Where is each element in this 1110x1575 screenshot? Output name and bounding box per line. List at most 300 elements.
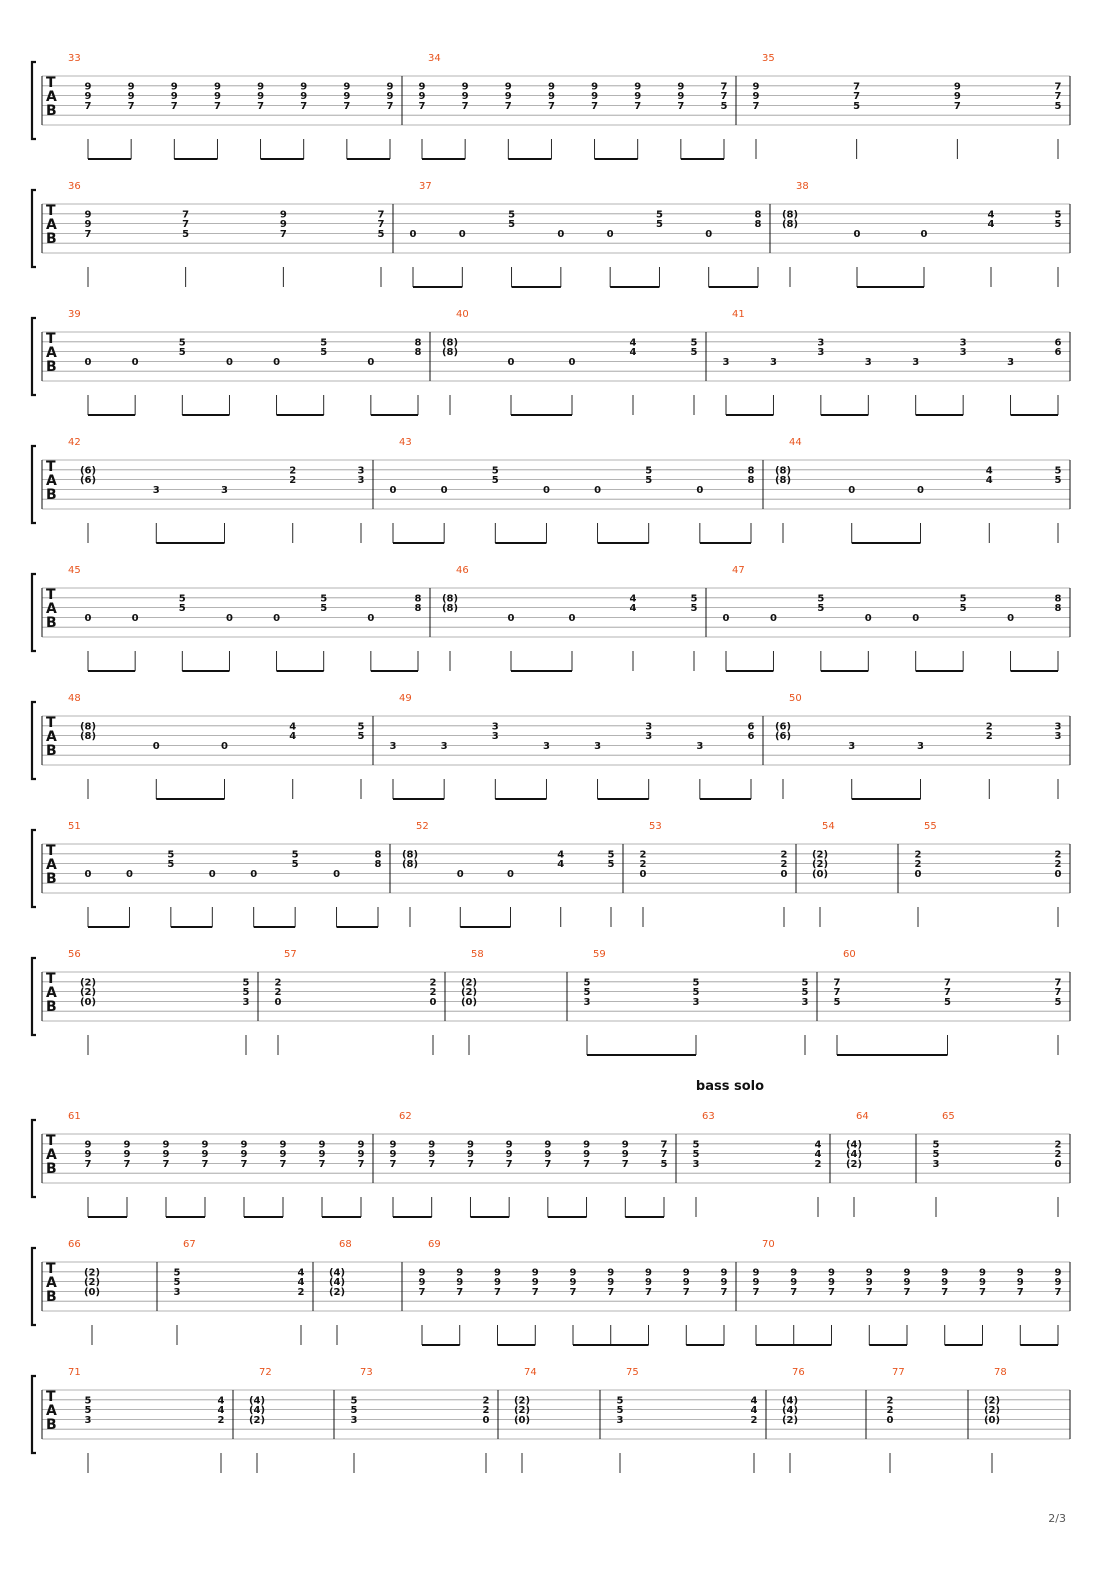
fret-number: 7: [833, 977, 841, 989]
fret-number: 9: [170, 91, 178, 103]
fret-number: 7: [182, 219, 190, 231]
fret-number: 3: [491, 731, 499, 743]
fret-number: 9: [547, 91, 555, 103]
fret-number: 0: [507, 356, 515, 368]
fret-number: 0: [594, 484, 602, 496]
fret-number: 9: [318, 1139, 326, 1151]
fret-number: (2): [513, 1395, 531, 1407]
fret-number: 4: [629, 593, 637, 605]
fret-number: 5: [801, 977, 809, 989]
fret-number: 2: [289, 465, 297, 477]
tab-clef-letter: T: [46, 75, 56, 91]
fret-number: 7: [300, 100, 308, 112]
tab-clef-letter: T: [46, 587, 56, 603]
fret-number: 9: [84, 91, 92, 103]
fret-number: 2: [780, 859, 788, 871]
system-bracket: [32, 830, 36, 907]
fret-number: 8: [414, 603, 422, 615]
fret-number: 5: [607, 859, 615, 871]
fret-number: 8: [414, 593, 422, 605]
fret-number: 7: [1054, 977, 1062, 989]
fret-number: 5: [320, 347, 328, 359]
fret-number: 8: [1054, 593, 1062, 605]
fret-number: 0: [482, 1414, 490, 1426]
fret-number: 7: [201, 1158, 209, 1170]
fret-number: 9: [84, 219, 92, 231]
fret-number: 9: [279, 219, 287, 231]
fret-number: 0: [458, 228, 466, 240]
fret-number: 7: [504, 100, 512, 112]
fret-number: 9: [752, 91, 760, 103]
fret-number: 7: [790, 1286, 798, 1298]
measure-number: 47: [732, 565, 745, 576]
tab-clef-letter: T: [46, 1133, 56, 1149]
fret-number: 4: [629, 603, 637, 615]
fret-number: (2): [83, 1267, 101, 1279]
measure-number: 38: [796, 181, 809, 192]
fret-number: 7: [853, 81, 861, 93]
fret-number: (2): [79, 987, 97, 999]
fret-number: 5: [1054, 219, 1062, 231]
fret-number: 4: [297, 1267, 305, 1279]
fret-number: 7: [418, 100, 426, 112]
fret-number: 5: [932, 1139, 940, 1151]
fret-number: 7: [377, 219, 385, 231]
fret-number: 3: [542, 740, 550, 752]
tab-clef-letter: T: [46, 459, 56, 475]
fret-number: 0: [221, 740, 228, 752]
fret-number: (0): [983, 1414, 1001, 1426]
fret-number: 9: [494, 1277, 501, 1289]
system-bracket: [32, 1248, 36, 1325]
fret-number: 7: [279, 1158, 287, 1170]
fret-number: 0: [225, 356, 233, 368]
fret-number: 7: [621, 1158, 629, 1170]
fret-number: 7: [583, 1158, 591, 1170]
fret-number: 4: [289, 721, 297, 733]
fret-number: 9: [240, 1149, 248, 1161]
fret-number: 9: [456, 1267, 464, 1279]
fret-number: 9: [979, 1277, 986, 1289]
tab-clef-letter: B: [46, 231, 57, 247]
fret-number: 3: [645, 731, 653, 743]
fret-number: 8: [1054, 603, 1062, 615]
fret-number: 9: [170, 81, 178, 93]
fret-number: 5: [357, 721, 365, 733]
fret-number: 9: [682, 1277, 690, 1289]
fret-number: 8: [754, 209, 762, 221]
fret-number: 3: [616, 1414, 624, 1426]
fret-number: 2: [639, 859, 647, 871]
fret-number: 0: [568, 356, 576, 368]
fret-number: (8): [774, 465, 792, 477]
fret-number: 5: [692, 977, 700, 989]
fret-number: 5: [583, 987, 591, 999]
tab-clef-letter: A: [46, 729, 57, 745]
fret-number: 5: [178, 337, 186, 349]
fret-number: 5: [350, 1395, 358, 1407]
fret-number: (2): [460, 987, 478, 999]
fret-number: 2: [886, 1395, 894, 1407]
measure-number: 51: [68, 821, 81, 832]
fret-number: 7: [752, 1286, 760, 1298]
fret-number: (8): [79, 731, 97, 743]
fret-number: 0: [429, 996, 437, 1008]
fret-number: 9: [941, 1277, 949, 1289]
measure-number: 62: [399, 1111, 412, 1122]
fret-number: 5: [690, 347, 698, 359]
fret-number: 7: [682, 1286, 690, 1298]
fret-number: 5: [720, 100, 728, 112]
fret-number: 9: [461, 91, 469, 103]
fret-number: (6): [79, 475, 97, 487]
fret-number: 7: [1054, 987, 1062, 999]
fret-number: 9: [752, 81, 760, 93]
fret-number: 7: [569, 1286, 577, 1298]
fret-number: (2): [781, 1414, 799, 1426]
fret-number: 7: [1054, 1286, 1062, 1298]
fret-number: 0: [920, 228, 928, 240]
fret-number: 9: [677, 81, 685, 93]
measure-number: 74: [524, 1367, 537, 1378]
fret-number: 5: [84, 1395, 92, 1407]
fret-number: 5: [1054, 465, 1062, 477]
fret-number: 5: [583, 977, 591, 989]
fret-number: 5: [320, 603, 328, 615]
fret-number: 6: [1054, 347, 1062, 359]
fret-number: 5: [690, 337, 698, 349]
fret-number: 9: [201, 1149, 209, 1161]
fret-number: 0: [208, 868, 216, 880]
fret-number: 5: [173, 1267, 181, 1279]
fret-number: 3: [692, 996, 700, 1008]
fret-number: 5: [1054, 209, 1062, 221]
measure-number: 53: [649, 821, 662, 832]
fret-number: 9: [279, 1149, 287, 1161]
fret-number: (0): [460, 996, 478, 1008]
fret-number: 9: [343, 81, 351, 93]
fret-number: 7: [953, 100, 961, 112]
fret-number: 7: [660, 1139, 668, 1151]
fret-number: 3: [173, 1286, 181, 1298]
measure-number: 77: [892, 1367, 905, 1378]
fret-number: (6): [774, 721, 792, 733]
tab-clef-letter: B: [46, 1161, 57, 1177]
fret-number: 3: [817, 337, 825, 349]
fret-number: 9: [634, 91, 642, 103]
fret-number: 7: [752, 100, 760, 112]
fret-number: 9: [634, 81, 642, 93]
fret-number: 7: [357, 1158, 365, 1170]
fret-number: 5: [959, 603, 967, 615]
measure-number: 55: [924, 821, 937, 832]
tab-clef-letter: A: [46, 1403, 57, 1419]
fret-number: 0: [125, 868, 133, 880]
tab-clef-letter: B: [46, 615, 57, 631]
tab-clef-letter: T: [46, 331, 56, 347]
fret-number: 9: [607, 1277, 615, 1289]
fret-number: 4: [814, 1139, 822, 1151]
fret-number: 7: [279, 228, 287, 240]
fret-number: 2: [1054, 1139, 1062, 1151]
fret-number: (2): [513, 1405, 531, 1417]
measure-number: 69: [428, 1239, 441, 1250]
measure-number: 37: [419, 181, 432, 192]
fret-number: 3: [959, 347, 967, 359]
fret-number: 9: [418, 81, 426, 93]
fret-number: 9: [162, 1149, 170, 1161]
fret-number: 7: [979, 1286, 986, 1298]
fret-number: 8: [414, 337, 422, 349]
fret-number: 5: [350, 1405, 358, 1417]
fret-number: 4: [217, 1395, 225, 1407]
fret-number: 9: [569, 1267, 577, 1279]
fret-number: 4: [217, 1405, 225, 1417]
fret-number: 2: [274, 977, 282, 989]
system-bracket: [32, 702, 36, 779]
tab-clef-letter: A: [46, 985, 57, 1001]
fret-number: 9: [127, 91, 135, 103]
fret-number: 4: [629, 347, 637, 359]
fret-number: 5: [690, 593, 698, 605]
fret-number: 3: [917, 740, 924, 752]
fret-number: 9: [720, 1267, 728, 1279]
fret-number: 0: [568, 612, 576, 624]
fret-number: 7: [531, 1286, 539, 1298]
fret-number: (8): [441, 337, 459, 349]
fret-number: 9: [645, 1277, 652, 1289]
fret-number: 5: [645, 465, 653, 477]
fret-number: (8): [401, 849, 419, 861]
measure-number: 50: [789, 693, 802, 704]
fret-number: 4: [987, 209, 995, 221]
system-bracket: [32, 190, 36, 267]
fret-number: 3: [645, 721, 653, 733]
fret-number: 7: [494, 1286, 501, 1298]
tab-clef-letter: B: [46, 1417, 57, 1433]
fret-number: 8: [754, 219, 762, 231]
fret-number: 7: [833, 987, 841, 999]
fret-number: 0: [273, 612, 281, 624]
fret-number: 3: [722, 356, 730, 368]
fret-number: 9: [1054, 1277, 1062, 1289]
fret-number: 3: [801, 996, 809, 1008]
fret-number: (8): [441, 593, 459, 605]
fret-number: 0: [225, 612, 233, 624]
fret-number: 9: [84, 1139, 92, 1151]
page-number: 2/3: [1048, 1512, 1066, 1525]
tab-clef-letter: B: [46, 487, 57, 503]
fret-number: 3: [692, 1158, 700, 1170]
fret-number: (2): [460, 977, 478, 989]
fret-number: 0: [705, 228, 713, 240]
fret-number: 0: [507, 612, 515, 624]
fret-number: 9: [386, 91, 394, 103]
tab-clef-letter: T: [46, 1389, 56, 1405]
fret-number: (8): [79, 721, 97, 733]
fret-number: 5: [692, 1139, 700, 1151]
fret-number: 5: [944, 996, 951, 1008]
fret-number: 6: [1054, 337, 1062, 349]
fret-number: 3: [1007, 356, 1015, 368]
fret-number: 9: [418, 1277, 426, 1289]
fret-number: 0: [409, 228, 417, 240]
measure-number: 58: [471, 949, 484, 960]
fret-number: 9: [645, 1267, 652, 1279]
system-bracket: [32, 446, 36, 523]
measure-number: 34: [428, 53, 441, 64]
tab-clef-letter: B: [46, 871, 57, 887]
fret-number: 2: [985, 731, 993, 743]
fret-number: 9: [865, 1267, 873, 1279]
measure-number: 68: [339, 1239, 352, 1250]
measure-number: 49: [399, 693, 412, 704]
fret-number: (2): [248, 1414, 266, 1426]
fret-number: 8: [747, 475, 755, 487]
measure-number: 70: [762, 1239, 775, 1250]
fret-number: 7: [318, 1158, 326, 1170]
fret-number: 7: [607, 1286, 615, 1298]
measure-number: 67: [183, 1239, 196, 1250]
fret-number: 5: [1054, 475, 1062, 487]
fret-number: 9: [84, 81, 92, 93]
measure-number: 44: [789, 437, 802, 448]
fret-number: 5: [660, 1158, 668, 1170]
tab-clef-letter: T: [46, 843, 56, 859]
fret-number: 2: [886, 1405, 894, 1417]
fret-number: 7: [720, 91, 728, 103]
fret-number: 2: [1054, 859, 1062, 871]
fret-number: 0: [917, 484, 924, 496]
fret-number: 0: [853, 228, 861, 240]
fret-number: 0: [507, 868, 514, 880]
fret-number: 9: [343, 91, 351, 103]
fret-number: 9: [123, 1149, 131, 1161]
measure-number: 59: [593, 949, 606, 960]
fret-number: 0: [333, 868, 341, 880]
fret-number: 2: [750, 1414, 758, 1426]
fret-number: 9: [201, 1139, 209, 1151]
fret-number: 2: [914, 849, 922, 861]
fret-number: 5: [959, 593, 967, 605]
fret-number: 9: [979, 1267, 986, 1279]
fret-number: 9: [494, 1267, 501, 1279]
fret-number: 9: [547, 81, 555, 93]
fret-number: 8: [374, 849, 382, 861]
fret-number: 7: [461, 100, 469, 112]
fret-number: 8: [414, 347, 422, 359]
measure-number: 42: [68, 437, 81, 448]
fret-number: 0: [389, 484, 397, 496]
fret-number: 9: [591, 91, 599, 103]
fret-number: 9: [279, 209, 287, 221]
fret-number: 9: [607, 1267, 615, 1279]
fret-number: 9: [1054, 1267, 1062, 1279]
fret-number: 5: [291, 859, 299, 871]
fret-number: 5: [377, 228, 385, 240]
fret-number: 7: [170, 100, 178, 112]
fret-number: 3: [848, 740, 856, 752]
fret-number: 9: [828, 1277, 835, 1289]
fret-number: 5: [491, 475, 499, 487]
fret-number: 9: [504, 81, 512, 93]
tab-clef-letter: B: [46, 999, 57, 1015]
fret-number: 9: [677, 91, 685, 103]
fret-number: 9: [953, 81, 961, 93]
fret-number: 9: [123, 1139, 131, 1151]
fret-number: 3: [817, 347, 825, 359]
fret-number: (8): [441, 603, 459, 615]
measure-number: 39: [68, 309, 81, 320]
fret-number: 7: [456, 1286, 464, 1298]
fret-number: 4: [814, 1149, 822, 1161]
fret-number: 4: [557, 859, 565, 871]
fret-number: 3: [1054, 721, 1062, 733]
measure-number: 63: [702, 1111, 715, 1122]
fret-number: 2: [429, 987, 437, 999]
measure-number: 64: [856, 1111, 869, 1122]
fret-number: 9: [504, 91, 512, 103]
fret-number: 9: [418, 91, 426, 103]
tab-clef-letter: B: [46, 103, 57, 119]
fret-number: 5: [291, 849, 299, 861]
fret-number: 0: [557, 228, 565, 240]
fret-number: 5: [242, 987, 250, 999]
fret-number: (8): [781, 219, 799, 231]
fret-number: 7: [903, 1286, 911, 1298]
fret-number: 7: [377, 209, 385, 221]
fret-number: 0: [912, 612, 920, 624]
fret-number: (2): [845, 1158, 863, 1170]
fret-number: 7: [660, 1149, 668, 1161]
fret-number: (2): [983, 1405, 1001, 1417]
fret-number: (2): [83, 1277, 101, 1289]
fret-number: 9: [428, 1149, 436, 1161]
fret-number: 7: [547, 100, 555, 112]
fret-number: 5: [801, 987, 809, 999]
tab-clef-letter: A: [46, 217, 57, 233]
fret-number: 9: [569, 1277, 577, 1289]
fret-number: 7: [123, 1158, 131, 1170]
tab-clef-letter: T: [46, 1261, 56, 1277]
fret-number: 0: [84, 612, 92, 624]
fret-number: (2): [79, 977, 97, 989]
fret-number: 3: [221, 484, 228, 496]
fret-number: 3: [959, 337, 967, 349]
fret-number: 7: [828, 1286, 835, 1298]
fret-number: 7: [720, 81, 728, 93]
measure-number: 66: [68, 1239, 81, 1250]
fret-number: 7: [428, 1158, 436, 1170]
fret-number: (2): [811, 859, 829, 871]
fret-number: 7: [944, 987, 951, 999]
fret-number: 3: [491, 721, 499, 733]
fret-number: 3: [357, 475, 365, 487]
measure-number: 76: [792, 1367, 805, 1378]
system-bracket: [32, 62, 36, 139]
fret-number: 9: [466, 1149, 474, 1161]
fret-number: 9: [752, 1267, 760, 1279]
fret-number: 0: [152, 740, 160, 752]
fret-number: 2: [297, 1286, 305, 1298]
fret-number: 0: [1054, 1158, 1062, 1170]
fret-number: 5: [616, 1405, 624, 1417]
fret-number: 5: [817, 593, 825, 605]
fret-number: 7: [84, 228, 92, 240]
fret-number: (0): [83, 1286, 101, 1298]
tab-clef-letter: T: [46, 971, 56, 987]
fret-number: 2: [814, 1158, 822, 1170]
